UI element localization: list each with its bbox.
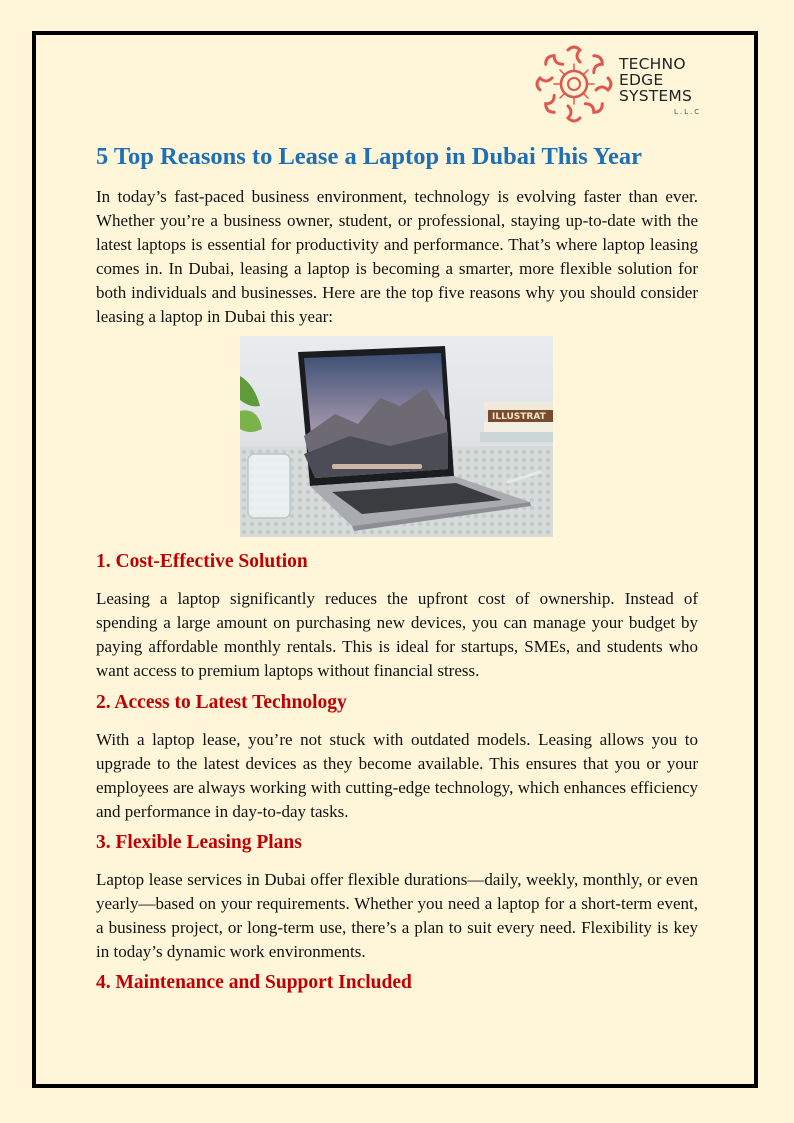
logo-wordmark	[619, 56, 692, 104]
book-label: ILLUSTRAT	[492, 412, 546, 422]
laptop-photo	[240, 336, 553, 537]
section-heading-4: 4. Maintenance and Support Included	[96, 972, 412, 993]
section-heading-1: 1. Cost-Effective Solution	[96, 551, 308, 572]
logo-line-3: SYSTEMS	[619, 87, 693, 105]
section-heading-3: 3. Flexible Leasing Plans	[96, 832, 302, 853]
page-title: 5 Top Reasons to Lease a Laptop in Dubai This Year	[96, 143, 642, 170]
intro-paragraph: In today’s fast-paced business environment, technology is evolving faster than ever. Whether you’re a business owner, student, or professional, staying up-to-date with the latest laptops is essential for productivity and performance. That’s where laptop leasing comes in. In Dubai, leasing a laptop is becoming a smarter, more flexible solution for both individuals and businesses. Here are the top five reasons why you should consider leasing a laptop in Dubai this year:	[96, 187, 698, 326]
logo-line-1: TECHNO	[619, 55, 686, 73]
section-body-1: Leasing a laptop significantly reduces the upfront cost of ownership. Instead of spending a large amount on purchasing new devices, you can manage your budget by paying affordable monthly rentals. This is ideal for startups, SMEs, and students who want access to premium laptops without financial stress.	[96, 589, 698, 680]
section-heading-2: 2. Access to Latest Technology	[96, 692, 347, 713]
logo-line-2: EDGE	[619, 71, 664, 89]
company-logo	[534, 44, 704, 126]
section-body-2: With a laptop lease, you’re not stuck with outdated models. Leasing allows you to upgrade to the latest devices as they become available. This ensures that you or your employees are always working with cutting-edge technology, which enhances efficiency and performance in day-to-day tasks.	[96, 730, 698, 821]
logo-suffix: L.L.C	[674, 108, 702, 116]
section-body-3: Laptop lease services in Dubai offer flexible durations—daily, weekly, monthly, or even yearly—based on your requirements. Whether you need a laptop for a short-term event, a business project, or long-term use, there’s a plan to suit every need. Flexibility is key in today’s dynamic work environments.	[96, 870, 698, 961]
logo-emblem-icon	[534, 44, 614, 124]
